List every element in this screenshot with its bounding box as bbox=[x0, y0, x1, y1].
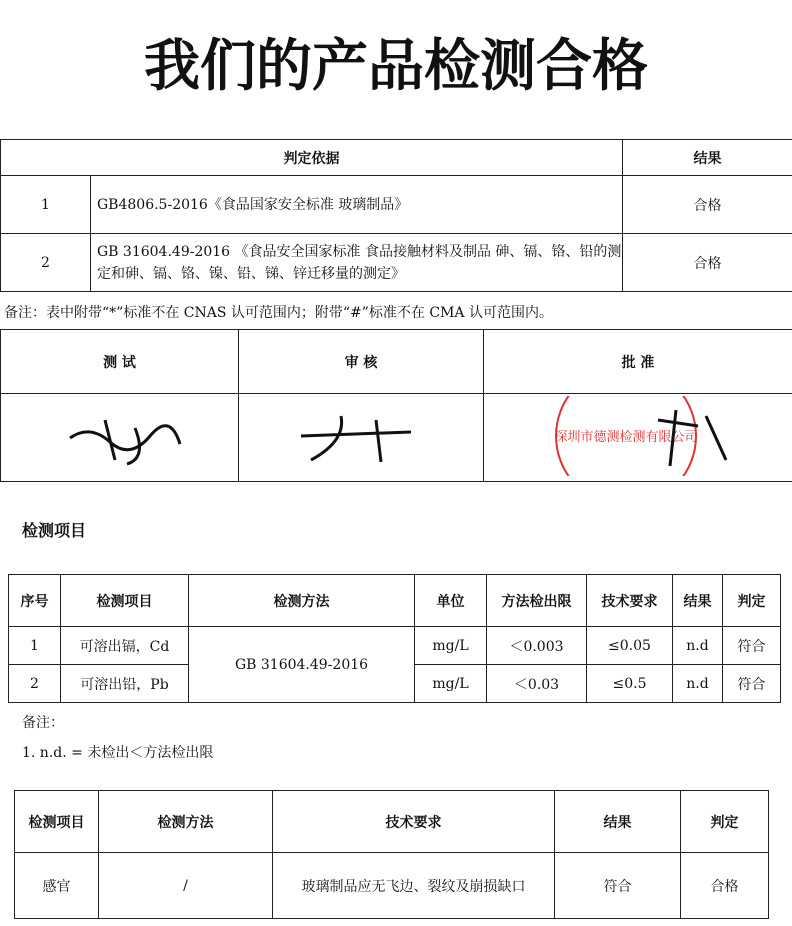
signature-icon bbox=[50, 406, 190, 466]
h: 判定依据 bbox=[1, 140, 623, 176]
h: 技术要求 bbox=[273, 791, 555, 853]
note-2: 备注： bbox=[22, 715, 64, 731]
c: 符合 bbox=[723, 665, 781, 703]
c: 玻璃制品应无飞边、裂纹及崩损缺口 bbox=[273, 853, 555, 919]
sig-review bbox=[239, 394, 484, 482]
c: ≤0.05 bbox=[587, 627, 673, 665]
c: 可溶出铅，Pb bbox=[61, 665, 189, 703]
sig-table bbox=[0, 329, 792, 482]
c: 合格 bbox=[681, 853, 769, 919]
c: / bbox=[99, 853, 273, 919]
c: 1 bbox=[9, 627, 61, 665]
section-title: 检测项目 bbox=[22, 521, 87, 540]
sig-approve bbox=[484, 394, 792, 482]
h: 检测方法 bbox=[189, 575, 415, 627]
sig-test bbox=[1, 394, 239, 482]
h: 检测项目 bbox=[15, 791, 99, 853]
basis-table bbox=[0, 139, 792, 292]
h: 判定 bbox=[723, 575, 781, 627]
h: 单位 bbox=[415, 575, 487, 627]
c: 合格 bbox=[623, 234, 792, 292]
c: ＜0.003 bbox=[487, 627, 587, 665]
c: 合格 bbox=[623, 176, 792, 234]
h: 结果 bbox=[555, 791, 681, 853]
c: ≤0.5 bbox=[587, 665, 673, 703]
signature-icon bbox=[281, 406, 441, 466]
h: 批 准 bbox=[484, 330, 792, 394]
h: 方法检出限 bbox=[487, 575, 587, 627]
note-1: 备注：表中附带“*”标准不在 CNAS 认可范围内；附带“#”标准不在 CMA 认可范围内。 bbox=[4, 305, 553, 321]
c: 符合 bbox=[723, 627, 781, 665]
c: 1 bbox=[1, 176, 91, 234]
c: mg/L bbox=[415, 627, 487, 665]
c: 感官 bbox=[15, 853, 99, 919]
h: 检测项目 bbox=[61, 575, 189, 627]
c: GB 31604.49-2016 《食品安全国家标准 食品接触材料及制品 砷、镉、铬、铅的测定和砷、镉、铬、镍、铅、锑、锌迁移量的测定》 bbox=[91, 234, 623, 292]
h: 结果 bbox=[673, 575, 723, 627]
sensory-table bbox=[14, 790, 769, 919]
c: mg/L bbox=[415, 665, 487, 703]
c: GB 31604.49-2016 bbox=[189, 627, 415, 703]
h: 检测方法 bbox=[99, 791, 273, 853]
stamp-icon bbox=[538, 396, 738, 476]
h: 序号 bbox=[9, 575, 61, 627]
c: n.d bbox=[673, 665, 723, 703]
page-title: 我们的产品检测合格 bbox=[144, 34, 648, 99]
test-table bbox=[8, 574, 781, 703]
h: 技术要求 bbox=[587, 575, 673, 627]
h: 判定 bbox=[681, 791, 769, 853]
note-3: 1. n.d. = 未检出＜方法检出限 bbox=[22, 745, 214, 761]
svg-text:深圳市德测检测有限公司: 深圳市德测检测有限公司 bbox=[554, 429, 698, 445]
h: 结果 bbox=[623, 140, 792, 176]
c: 可溶出镉，Cd bbox=[61, 627, 189, 665]
c: 2 bbox=[9, 665, 61, 703]
h: 测 试 bbox=[1, 330, 239, 394]
c: ＜0.03 bbox=[487, 665, 587, 703]
h: 审 核 bbox=[239, 330, 484, 394]
c: GB4806.5-2016《食品国家安全标准 玻璃制品》 bbox=[91, 176, 623, 234]
c: 2 bbox=[1, 234, 91, 292]
c: 符合 bbox=[555, 853, 681, 919]
c: n.d bbox=[673, 627, 723, 665]
